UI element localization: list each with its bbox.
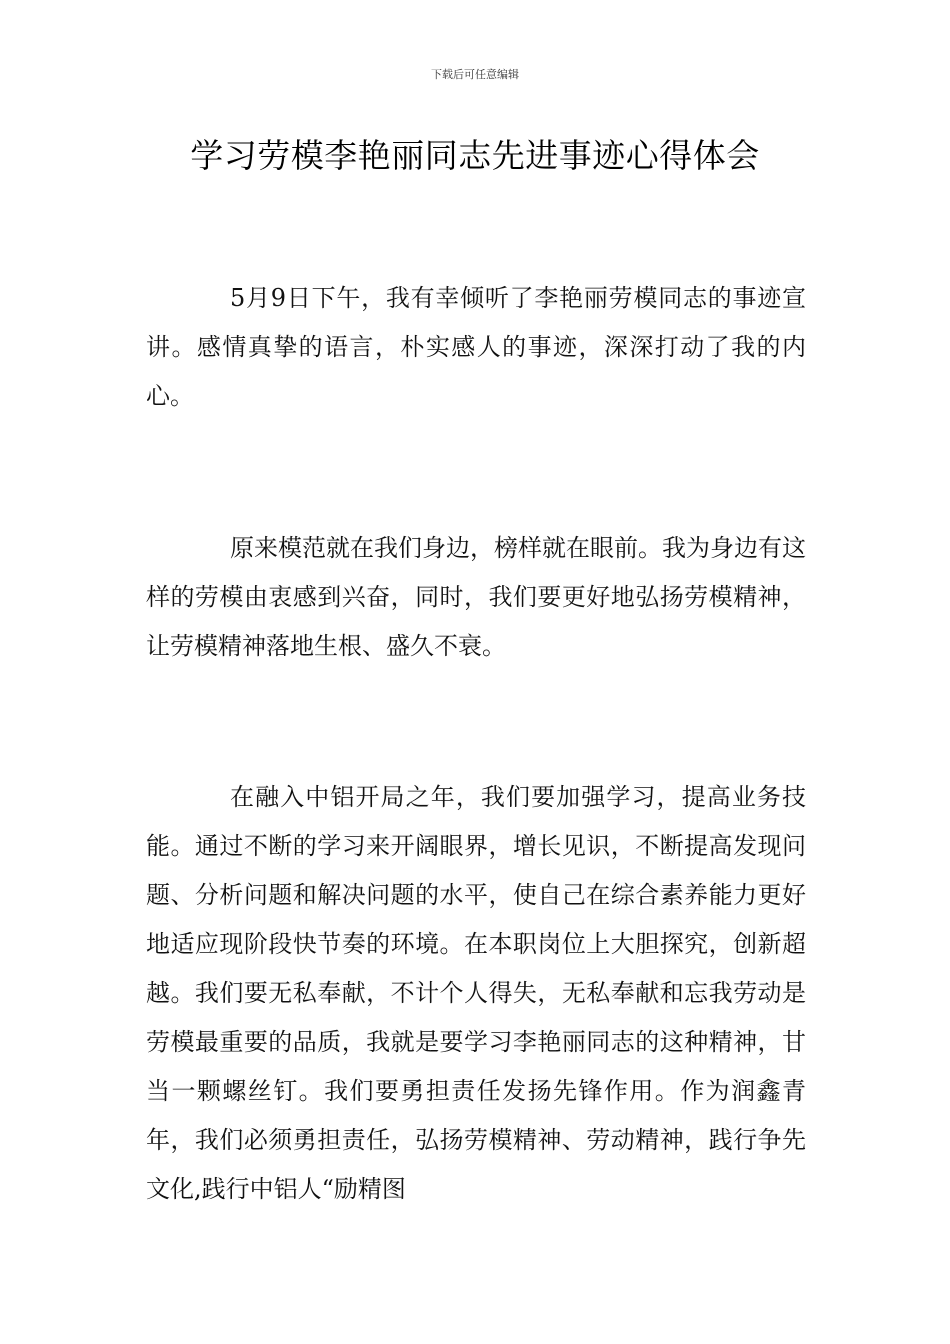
paragraph-1: 5月9日下午，我有幸倾听了李艳丽劳模同志的事迹宣讲。感情真挚的语言，朴实感人的事迹，深深打动了我的内心。 xyxy=(146,284,806,410)
header-note: 下载后可任意编辑 xyxy=(431,68,519,81)
paragraph-3: 在融入中铝开局之年，我们要加强学习，提高业务技能。通过不断的学习来开阔眼界，增长见识，不断提高发现问题、分析问题和解决问题的水平，使自己在综合素养能力更好地适应现阶段快节奏的环境。在本职岗位上大胆探究，创新超越。我们要无私奉献，不计个人得失，无私奉献和忘我劳动是劳模最重要的品质，我就是要学习李艳丽同志的这种精神，甘当一颗螺丝钉。我们要勇担责任发扬先锋作用。作为润鑫青年，我们必须勇担责任，弘扬劳模精神、劳动精神，践行争先文化,践行中铝人“励精图 xyxy=(146,783,806,1203)
paragraph-2: 原来模范就在我们身边，榜样就在眼前。我为身边有这样的劳模由衷感到兴奋，同时，我们要更好地弘扬劳模精神，让劳模精神落地生根、盛久不衰。 xyxy=(146,534,806,660)
document-title: 学习劳模李艳丽同志先进事迹心得体会 xyxy=(190,136,760,175)
